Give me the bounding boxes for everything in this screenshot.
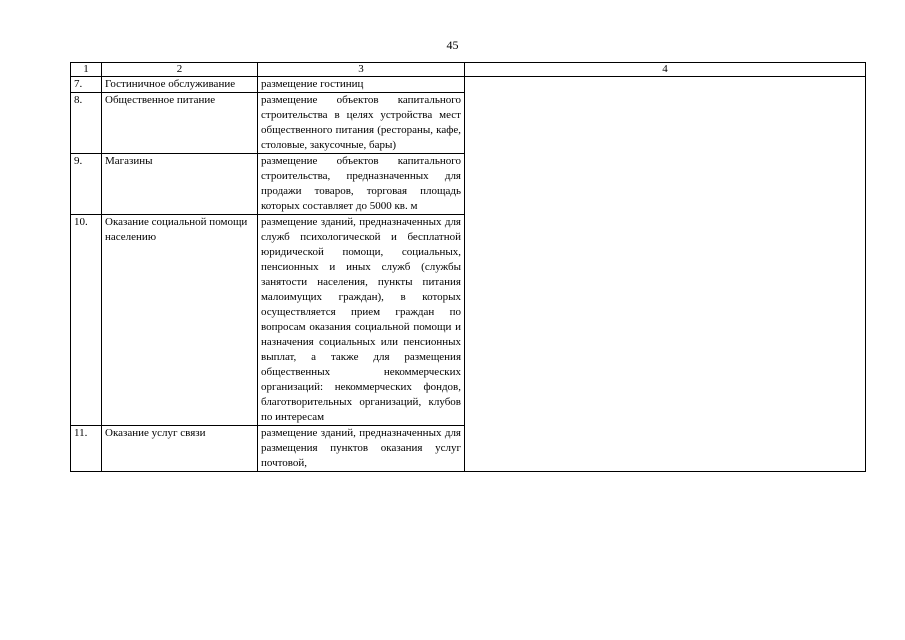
row-number: 8. [71, 93, 102, 154]
header-col-2: 2 [102, 63, 258, 77]
row-name: Гостиничное обслуживание [102, 77, 258, 93]
row-description: размещение зданий, предназначенных для служб психологической и бесплатной юридической помощи, социальных, пенсионных и иных служб (службы занятости населения, пункты питания малоимущих граждан), в которых осуществляется прием граждан по вопросам оказания социальной помощи и назначения социальных или пенсионных выплат, а также для размещения общественных некоммерческих организаций: некоммерческих фондов, благотворительных организаций, клубов по интересам [258, 215, 465, 426]
row-description: размещение гостиниц [258, 77, 465, 93]
table-row [71, 77, 866, 93]
row-description: размещение зданий, предназначенных для размещения пунктов оказания услуг почтовой, [258, 426, 465, 472]
row-number: 11. [71, 426, 102, 472]
page-number: 45 [446, 38, 459, 52]
header-col-1: 1 [71, 63, 102, 77]
table-header-row [71, 63, 866, 77]
row-number: 10. [71, 215, 102, 426]
row-name: Оказание услуг связи [102, 426, 258, 472]
document-table [70, 62, 866, 472]
header-col-3: 3 [258, 63, 465, 77]
row-name: Магазины [102, 154, 258, 215]
empty-column-4 [465, 77, 866, 472]
row-name: Оказание социальной помощи населению [102, 215, 258, 426]
row-number: 9. [71, 154, 102, 215]
row-name: Общественное питание [102, 93, 258, 154]
row-description: размещение объектов капитального строительства в целях устройства мест общественного питания (рестораны, кафе, столовые, закусочные, бары) [258, 93, 465, 154]
row-description: размещение объектов капитального строительства, предназначенных для продажи товаров, торговая площадь которых составляет до 5000 кв. м [258, 154, 465, 215]
header-col-4: 4 [465, 63, 866, 77]
row-number: 7. [71, 77, 102, 93]
